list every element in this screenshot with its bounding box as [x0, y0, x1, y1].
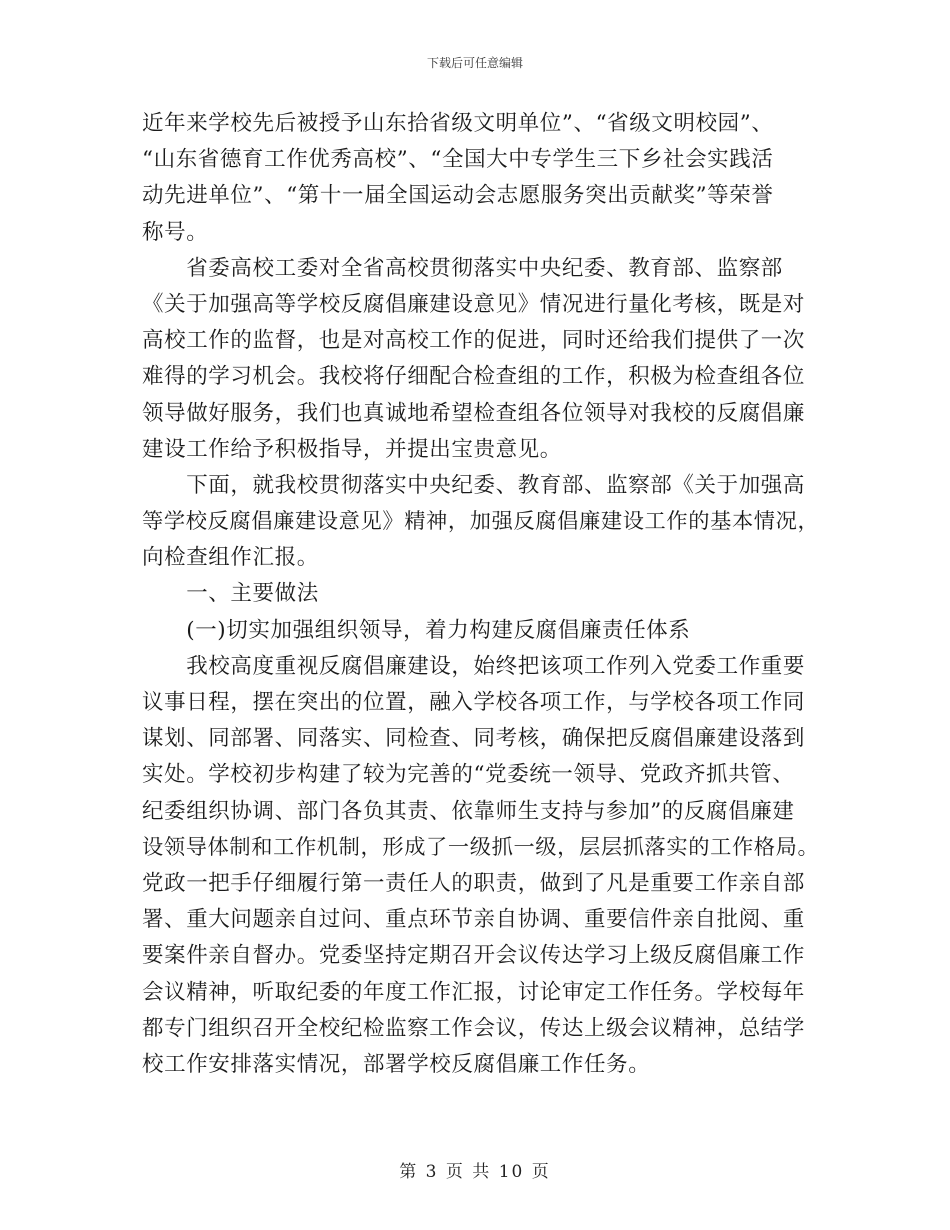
text-line: 要案件亲自督办。党委坚持定期召开会议传达学习上级反腐倡廉工作	[142, 943, 806, 969]
text-line: 等学校反腐倡廉建设意见》精神，加强反腐倡廉建设工作的基本情况，	[142, 509, 820, 535]
text-line: 设领导体制和工作机制，形成了一级抓一级，层层抓落实的工作格局。	[142, 834, 820, 860]
page-footer: 第 3 页 共 10 页	[399, 1162, 551, 1182]
text-line: 议事日程，摆在突出的位置，融入学校各项工作，与学校各项工作同	[142, 690, 806, 715]
text-line: 纪委组织协调、部门各负其责、依靠师生支持与参加”的反腐倡廉建	[142, 798, 795, 824]
text-line: (一)切实加强组织领导，着力构建反腐倡廉责任体系	[142, 617, 691, 643]
text-line: 近年来学校先后被授予山东拾省级文明单位”、“省级文明校园”、	[142, 111, 774, 136]
document-body	[142, 106, 822, 1083]
text-line: “山东省德育工作优秀高校”、“全国大中专学生三下乡社会实践活	[142, 147, 774, 173]
text-line: 高校工作的监督，也是对高校工作的促进，同时还给我们提供了一次	[142, 328, 806, 354]
text-line: 下面，就我校贯彻落实中央纪委、教育部、监察部《关于加强高	[142, 472, 806, 498]
text-line: 向检查组作汇报。	[142, 545, 319, 571]
text-line: 难得的学习机会。我校将仔细配合检查组的工作，积极为检查组各位	[142, 364, 806, 390]
text-line: 署、重大问题亲自过问、重点环节亲自协调、重要信件亲自批阅、重	[142, 907, 806, 933]
text-line: 动先进单位”、“第十一届全国运动会志愿服务突出贡献奖”等荣誉	[142, 183, 774, 209]
text-line: 谋划、同部署、同落实、同检查、同考核，确保把反腐倡廉建设落到	[142, 726, 806, 752]
text-line: 党政一把手仔细履行第一责任人的职责，做到了凡是重要工作亲自部	[142, 870, 806, 896]
text-line: 省委高校工委对全省高校贯彻落实中央纪委、教育部、监察部	[142, 255, 783, 281]
text-line: 实处。学校初步构建了较为完善的“党委统一领导、党政齐抓共管、	[142, 762, 795, 788]
text-line: 领导做好服务，我们也真诚地希望检查组各位领导对我校的反腐倡廉	[142, 400, 806, 426]
text-line: 《关于加强高等学校反腐倡廉建设意见》情况进行量化考核，既是对	[142, 291, 806, 317]
header-note: 下载后可任意编辑	[426, 56, 523, 70]
text-line: 都专门组织召开全校纪检监察工作会议，传达上级会议精神，总结学	[142, 1015, 806, 1041]
text-line: 我校高度重视反腐倡廉建设，始终把该项工作列入党委工作重要	[142, 653, 806, 679]
text-line: 建设工作给予积极指导，并提出宝贵意见。	[142, 436, 562, 462]
text-line: 校工作安排落实情况，部署学校反腐倡廉工作任务。	[142, 1051, 651, 1077]
text-line: 称号。	[142, 219, 209, 245]
text-line: 一、主要做法	[142, 581, 319, 607]
text-line: 会议精神，听取纪委的年度工作汇报，讨论审定工作任务。学校每年	[142, 979, 806, 1005]
